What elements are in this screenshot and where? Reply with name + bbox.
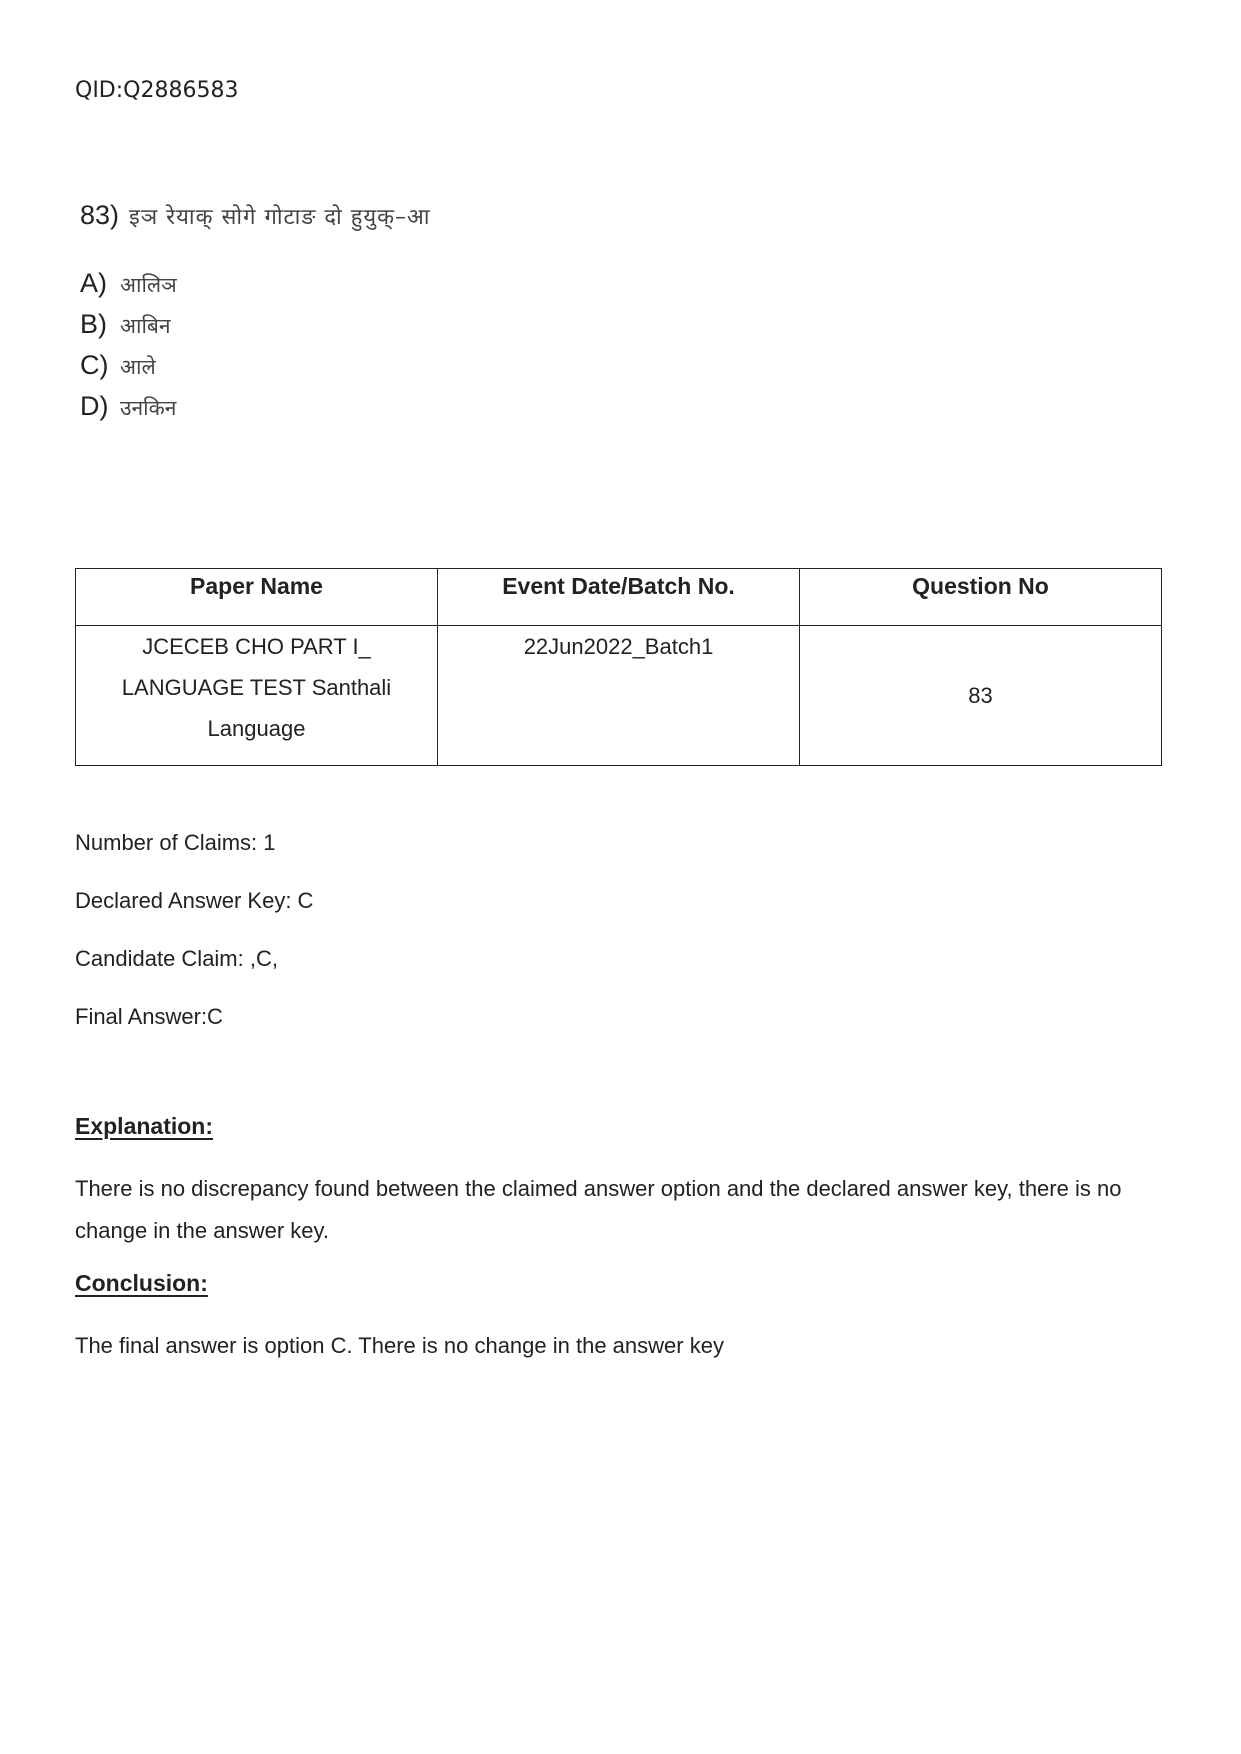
cell-event-date: 22Jun2022_Batch1 <box>438 626 800 766</box>
question-line <box>80 200 780 240</box>
question-id: QID:Q2886583 <box>75 78 239 103</box>
option-label: A) <box>80 268 107 298</box>
question-text: इञ रेयाक् सोगे गोटाङ दो हुयुक्–आ <box>129 205 431 230</box>
option-text: उनकिन <box>120 396 177 420</box>
header-question-no: Question No <box>800 569 1162 626</box>
explanation-text: There is no discrepancy found between the claimed answer option and the declared answer key, there is no change in the answer key. <box>75 1176 1122 1243</box>
option-b <box>80 309 780 350</box>
question-number: 83) <box>80 200 120 230</box>
header-paper-name: Paper Name <box>76 569 438 626</box>
paper-info-table <box>75 568 1162 766</box>
explanation-heading: Explanation: <box>75 1113 214 1139</box>
option-c <box>80 350 780 391</box>
option-label: B) <box>80 309 107 339</box>
paper-name-line: Language <box>207 716 306 741</box>
declared-answer-key: Declared Answer Key: C <box>75 888 314 913</box>
options-list <box>80 268 780 432</box>
option-label: D) <box>80 391 109 421</box>
option-text: आले <box>120 355 156 379</box>
claims-summary <box>75 828 313 1060</box>
option-text: आलिञ <box>120 273 177 297</box>
table-header-row <box>76 569 1162 626</box>
option-label: C) <box>80 350 109 380</box>
conclusion-text: The final answer is option C. There is no change in the answer key <box>75 1333 724 1358</box>
header-event-date: Event Date/Batch No. <box>438 569 800 626</box>
option-d <box>80 391 780 432</box>
table-row <box>76 626 1162 766</box>
cell-question-no: 83 <box>800 626 1162 766</box>
cell-paper-name <box>76 626 438 766</box>
paper-name-line: LANGUAGE TEST Santhali <box>121 675 392 700</box>
option-text: आबिन <box>120 314 171 338</box>
question-block <box>80 200 780 432</box>
number-of-claims: Number of Claims: 1 <box>75 830 276 855</box>
paper-name-line: JCECEB CHO PART I_ <box>142 634 371 659</box>
option-a <box>80 268 780 309</box>
candidate-claim: Candidate Claim: ,C, <box>75 946 278 971</box>
final-answer: Final Answer:C <box>75 1004 223 1029</box>
conclusion-heading: Conclusion: <box>75 1270 208 1296</box>
